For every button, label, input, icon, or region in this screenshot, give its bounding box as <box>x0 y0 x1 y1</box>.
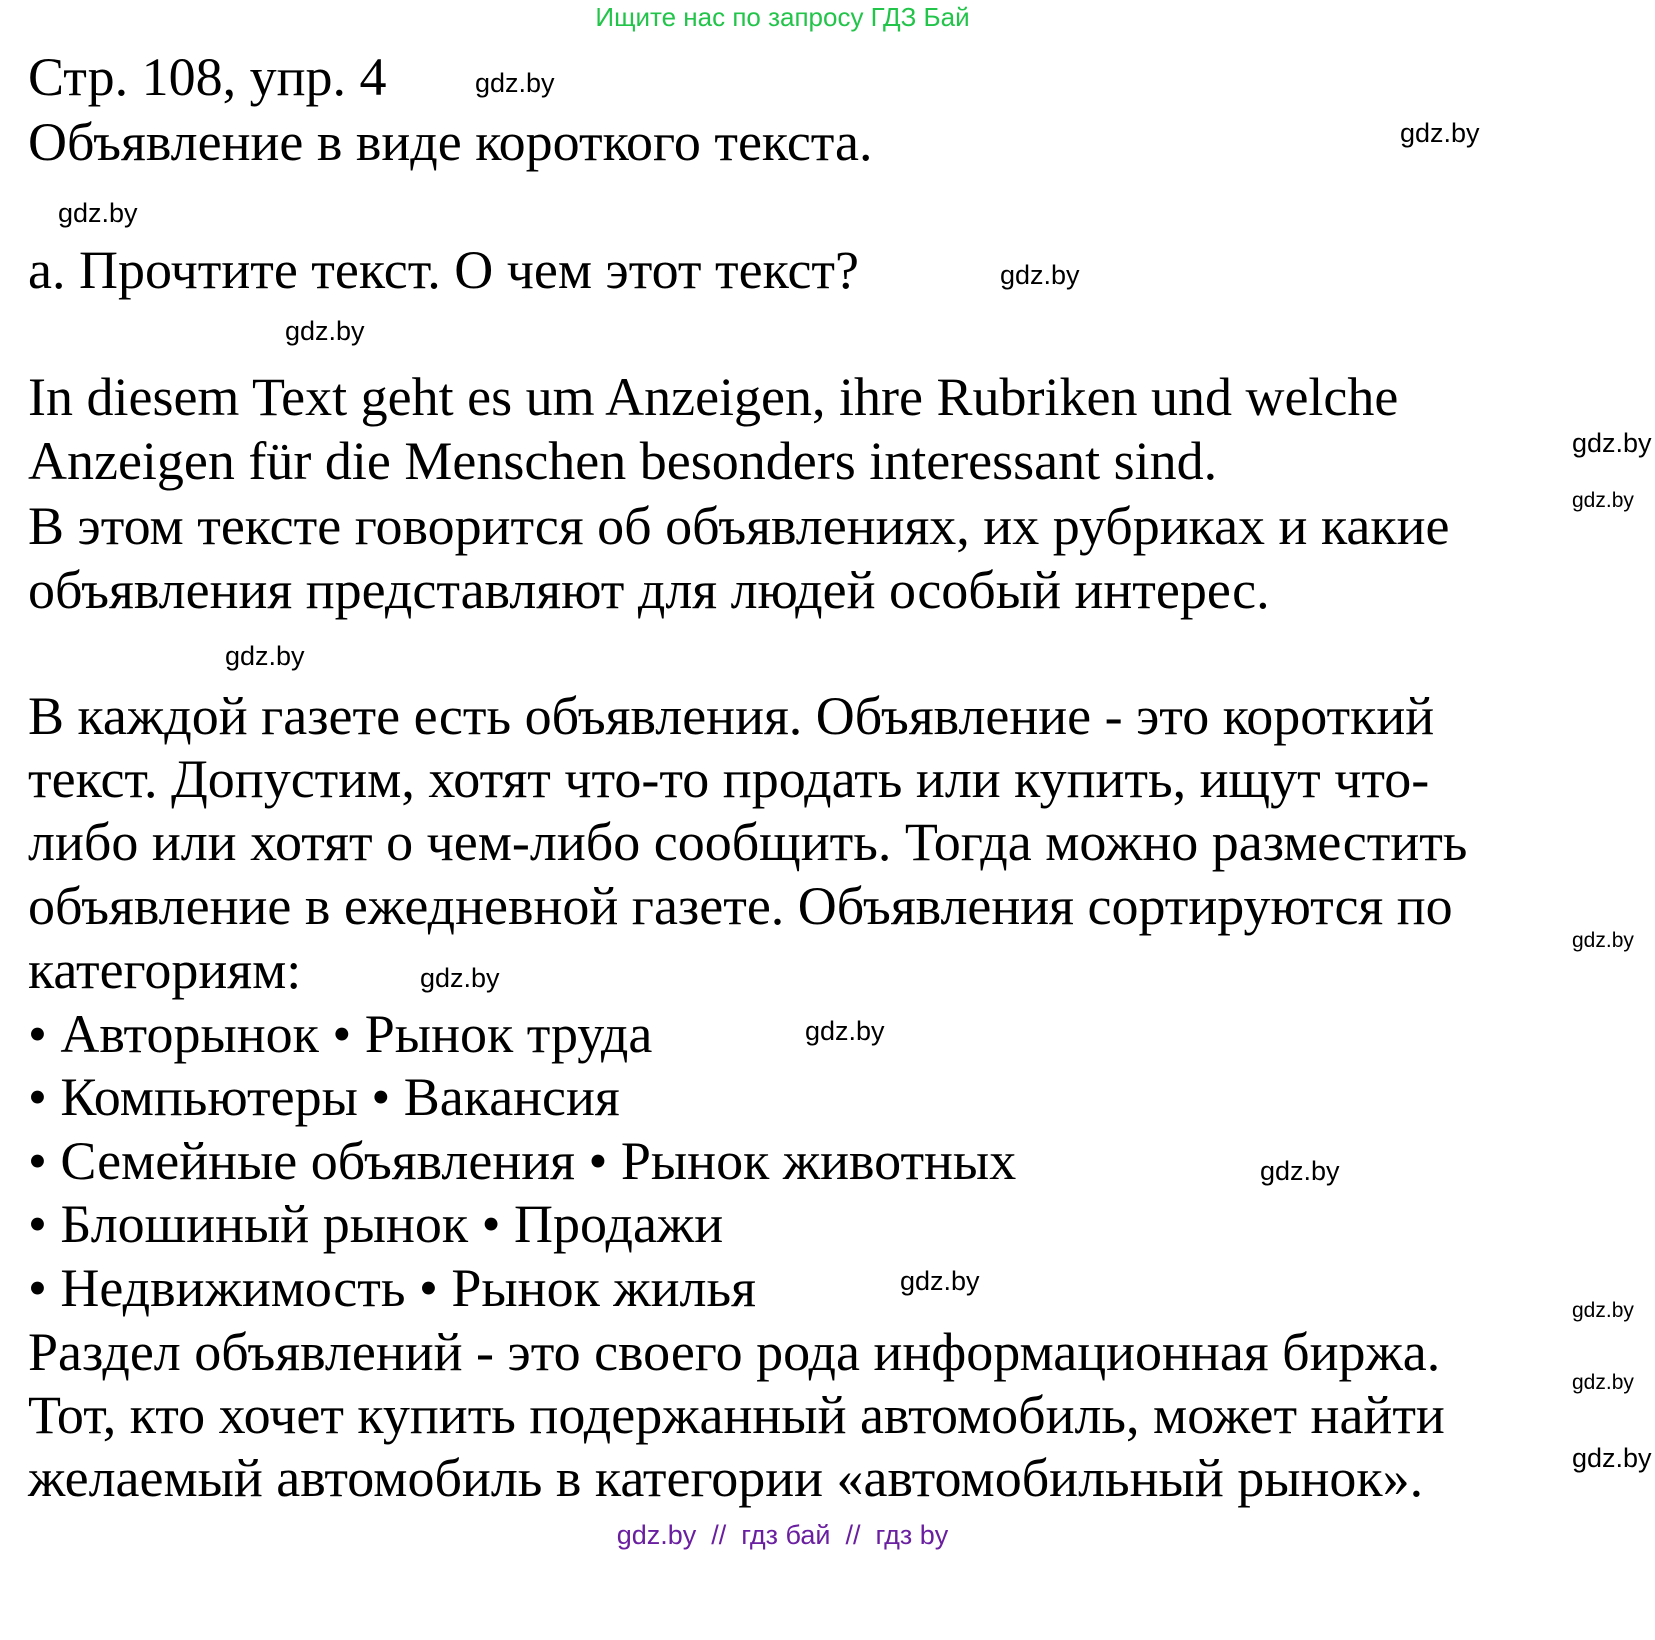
watermark: gdz.by <box>1572 929 1634 952</box>
closing-line: Раздел объявлений - это своего рода информационная биржа. <box>28 1322 1441 1382</box>
paragraph-line: В каждой газете есть объявления. Объявление - это короткий <box>28 686 1435 746</box>
page-title: Стр. 108, упр. 4 <box>28 47 387 107</box>
category-item: • Семейные объявления • Рынок животных <box>28 1131 1017 1191</box>
german-line: In diesem Text geht es um Anzeigen, ihre Rubriken und welche <box>28 367 1399 427</box>
category-item: • Авторынок • Рынок труда <box>28 1004 653 1064</box>
category-item: • Недвижимость • Рынок жилья <box>28 1258 756 1318</box>
german-line: Anzeigen für die Menschen besonders interessant sind. <box>28 431 1218 491</box>
closing-line: Тот, кто хочет купить подержанный автомобиль, может найти <box>28 1385 1445 1445</box>
watermark: gdz.by <box>1400 118 1480 148</box>
category-item: • Компьютеры • Вакансия <box>28 1067 620 1127</box>
watermark: gdz.by <box>805 1016 885 1046</box>
closing-line: желаемый автомобиль в категории «автомобильный рынок». <box>28 1448 1424 1508</box>
watermark: gdz.by <box>420 963 500 993</box>
category-item: • Блошиный рынок • Продажи <box>28 1194 724 1254</box>
paragraph-line: объявление в ежедневной газете. Объявления сортируются по <box>28 876 1453 936</box>
paragraph-line: категориям: <box>28 940 302 1000</box>
watermark: gdz.by <box>1572 489 1634 512</box>
search-banner: Ищите нас по запросу ГДЗ Бай <box>595 2 970 32</box>
paragraph-line: либо или хотят о чем-либо сообщить. Тогда можно разместить <box>28 812 1468 872</box>
watermark: gdz.by <box>225 641 305 671</box>
task-heading: а. Прочтите текст. О чем этот текст? <box>28 240 859 300</box>
exercise-subtitle: Объявление в виде короткого текста. <box>28 112 873 172</box>
watermark: gdz.by <box>1572 428 1652 458</box>
answer-line: объявления представляют для людей особый интерес. <box>28 560 1270 620</box>
watermark: gdz.by <box>1572 1299 1634 1322</box>
watermark: gdz.by <box>1000 260 1080 290</box>
watermark: gdz.by <box>475 68 555 98</box>
watermark: gdz.by <box>1572 1371 1634 1394</box>
watermark: gdz.by <box>285 316 365 346</box>
footer-links: gdz.by // гдз бай // гдз by <box>616 1520 949 1550</box>
paragraph-line: текст. Допустим, хотят что-то продать или купить, ищут что- <box>28 749 1430 809</box>
watermark: gdz.by <box>1572 1443 1652 1473</box>
watermark: gdz.by <box>58 198 138 228</box>
watermark: gdz.by <box>900 1266 980 1296</box>
watermark: gdz.by <box>1260 1156 1340 1186</box>
answer-line: В этом тексте говорится об объявлениях, их рубриках и какие <box>28 496 1450 556</box>
